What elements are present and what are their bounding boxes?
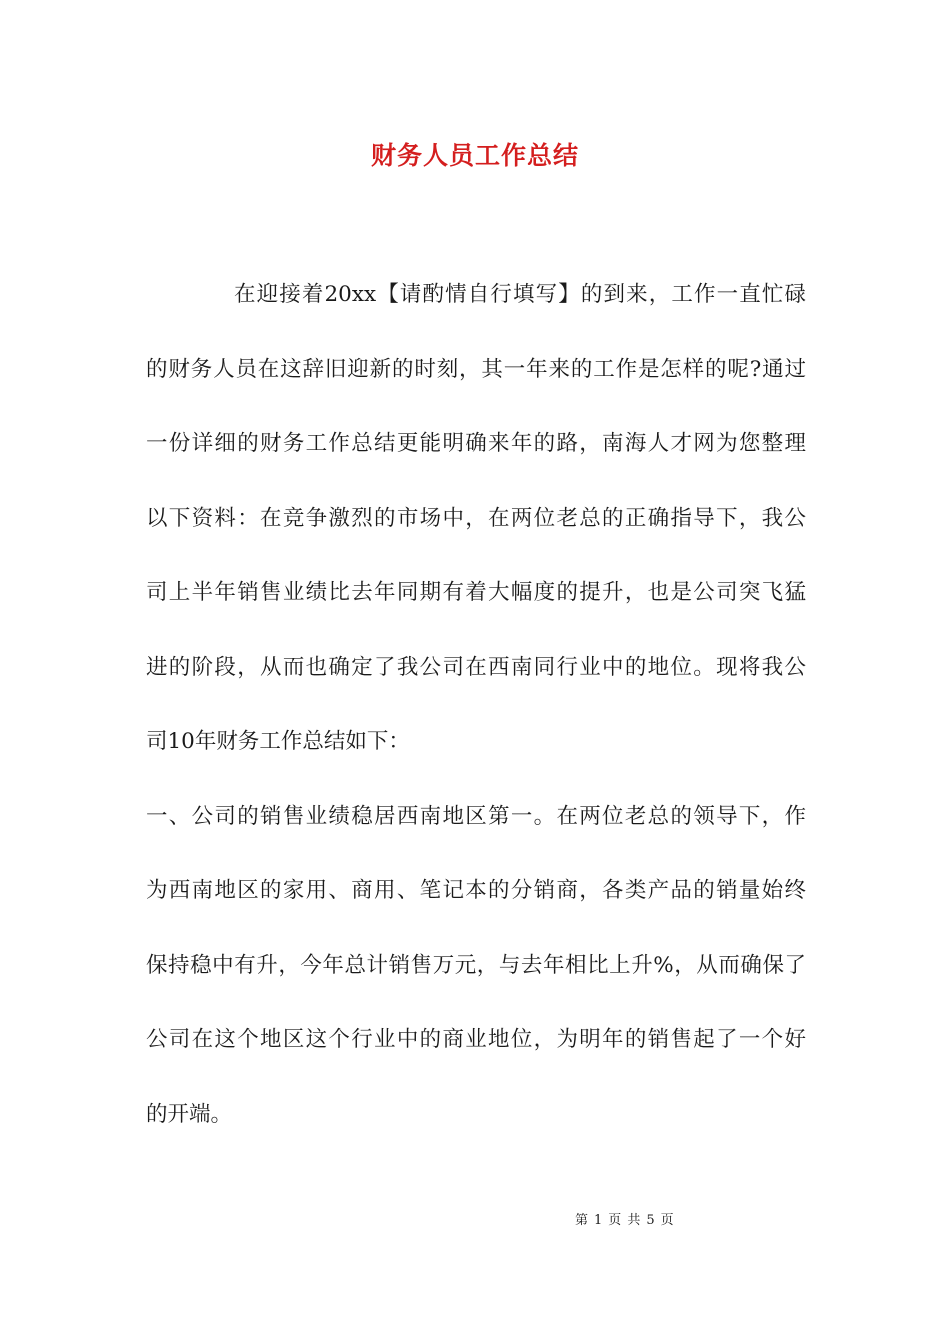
paragraph-1-line-3: 一份详细的财务工作总结更能明确来年的路，南海人才网为您整理 [146, 431, 806, 456]
paragraph-2-line-1: 一、公司的销售业绩稳居西南地区第一。在两位老总的领导下，作 [146, 803, 806, 829]
paragraph-1-line-4: 以下资料：在竞争激烈的市场中，在两位老总的正确指导下，我公 [146, 505, 806, 531]
footer-page-label: 页 [608, 1213, 623, 1228]
paragraph-1-line-7: 司10年财务工作总结如下： [146, 729, 410, 754]
footer-current-page: 1 [594, 1213, 604, 1228]
paragraph-2-line-5: 的开端。 [146, 1101, 233, 1127]
paragraph-2-line-3: 保持稳中有升，今年总计销售万元，与去年相比上升%，从而确保了 [146, 952, 806, 978]
document-title: 财务人员工作总结 [370, 141, 579, 170]
paragraph-2-line-2: 为西南地区的家用、商用、笔记本的分销商，各类产品的销量始终 [146, 878, 806, 903]
footer-suffix: 页 [660, 1213, 675, 1228]
paragraph-1-line-6: 进的阶段，从而也确定了我公司在西南同行业中的地位。现将我公 [146, 654, 806, 680]
paragraph-2-line-4: 公司在这个地区这个行业中的商业地位，为明年的销售起了一个好 [146, 1027, 806, 1052]
paragraph-1-line-1: 在迎接着20xx【请酌情自行填写】的到来，工作一直忙碌 [234, 282, 806, 307]
page-footer [575, 1209, 680, 1228]
paragraph-1-line-5: 司上半年销售业绩比去年同期有着大幅度的提升，也是公司突飞猛 [146, 580, 806, 605]
footer-total-label: 共 [627, 1213, 642, 1228]
footer-prefix: 第 [575, 1213, 590, 1228]
paragraph-1-line-2: 的财务人员在这辞旧迎新的时刻，其一年来的工作是怎样的呢?通过 [146, 356, 806, 382]
footer-total-pages: 5 [646, 1213, 656, 1228]
